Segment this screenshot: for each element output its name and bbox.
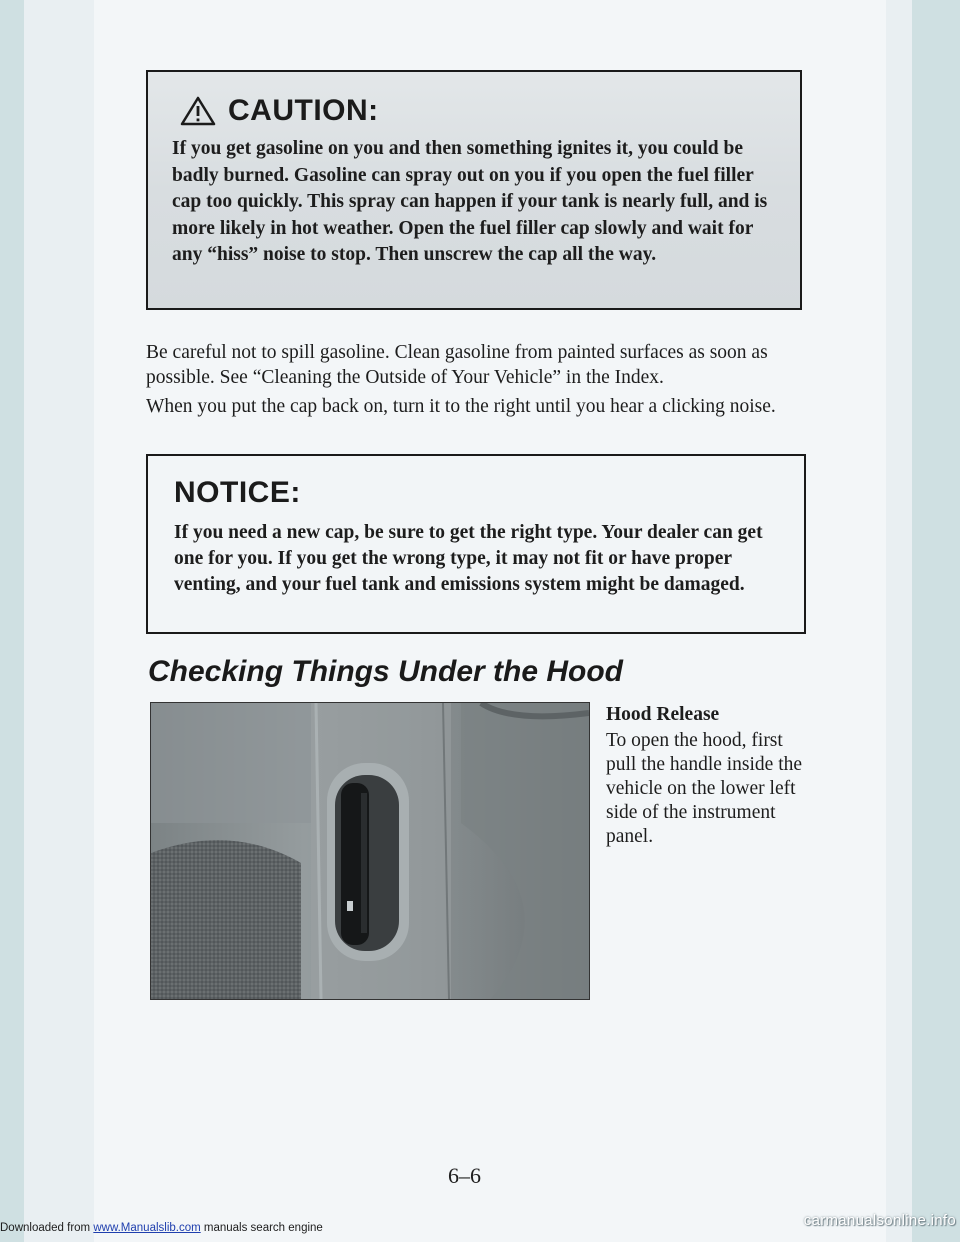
notice-box [146, 454, 806, 634]
download-footer [0, 1222, 323, 1234]
hood-release-photo [150, 702, 590, 1000]
section-heading: Checking Things Under the Hood [148, 655, 624, 688]
paragraph-cap-back-on: When you put the cap back on, turn it to the right until you hear a clicking noise. [146, 396, 776, 417]
manualslib-link[interactable]: www.Manualslib.com [93, 1222, 201, 1234]
notice-body: If you need a new cap, be sure to get the right type. Your dealer can get one for you. If you get the wrong type, it may not fit or have proper venting, and your fuel tank and emissions system might be damaged. [174, 522, 763, 595]
caution-header [180, 94, 778, 128]
caution-body: If you get gasoline on you and then something ignites it, you could be badly burned. Gasoline can spray out on you if you open the fuel filler cap too quickly. This spray can happen if your tank is nearly full, and is more likely in hot weather. Open the fuel filler cap slowly and wait for any “hiss” noise to stop. Then unscrew the cap all the way. [172, 138, 768, 265]
caution-box [146, 70, 802, 310]
page-number: 6–6 [448, 1163, 481, 1188]
notice-title: NOTICE: [174, 476, 301, 509]
footer-suffix: manuals search engine [200, 1222, 323, 1234]
paragraph-spill-gasoline: Be careful not to spill gasoline. Clean gasoline from painted surfaces as soon as possible. See “Cleaning the Outside of Your Vehicle” in the Index. [146, 342, 768, 388]
caution-title: CAUTION: [228, 94, 379, 127]
hood-release-text: To open the hood, first pull the handle inside the vehicle on the lower left side of the instrument panel. [606, 730, 803, 847]
footer-prefix: Downloaded from [0, 1222, 94, 1234]
hood-release-illustration [151, 703, 589, 999]
warning-triangle-icon [180, 96, 216, 126]
watermark-text: carmanualsonline.info [803, 1212, 956, 1229]
hood-release-title: Hood Release [606, 704, 720, 725]
